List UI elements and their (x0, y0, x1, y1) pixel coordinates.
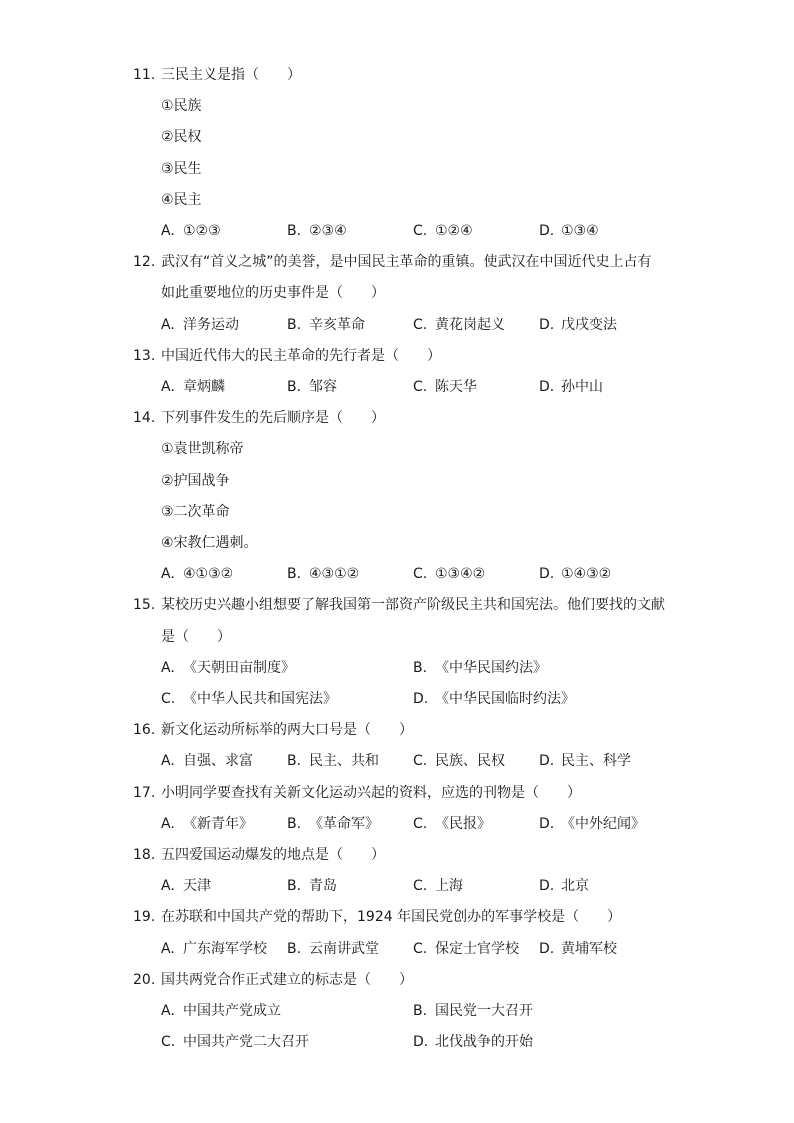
option-letter: D. (413, 691, 429, 707)
option-letter: C. (413, 940, 428, 957)
option-text: 北伐战争的开始 (435, 1034, 533, 1051)
question-stem-line (133, 247, 734, 278)
question-stem: 如此重要地位的历史事件是（ ） (161, 285, 385, 302)
option-letter: A. (161, 940, 175, 957)
question-item-text: ③二次革命 (161, 503, 230, 520)
option-text: 民主、共和 (309, 753, 379, 770)
question-stem-line (133, 590, 734, 621)
option-text: 中国共产党成立 (183, 1003, 281, 1019)
option-letter: C. (413, 753, 428, 770)
answer-option[interactable] (287, 746, 379, 777)
question-stem-line (133, 715, 734, 746)
question-stem-line (133, 278, 734, 309)
answer-options (161, 653, 734, 684)
option-letter: C. (413, 223, 428, 239)
answer-option[interactable] (287, 216, 347, 247)
answer-option[interactable] (161, 809, 253, 840)
question-number: 14. (133, 410, 156, 427)
answer-option[interactable] (161, 934, 267, 965)
option-letter: C. (413, 878, 428, 895)
question-item-text: ④民主 (161, 191, 202, 208)
answer-options-row (133, 559, 734, 590)
option-letter: B. (287, 566, 302, 583)
answer-options-row (133, 310, 734, 341)
option-letter: B. (287, 316, 302, 333)
answer-option[interactable] (161, 684, 337, 715)
answer-options-row (133, 653, 734, 684)
question-item-text: ②民权 (161, 129, 202, 146)
option-text: ①②④ (435, 223, 473, 239)
option-letter: D. (539, 566, 555, 583)
option-text: 洋务运动 (183, 316, 239, 333)
option-text: 《中外纪闻》 (561, 815, 645, 832)
answer-option[interactable] (161, 996, 281, 1027)
option-letter: D. (539, 316, 555, 333)
question-item-text: ①袁世凯称帝 (161, 441, 244, 458)
answer-options-row (133, 871, 734, 902)
answer-option[interactable] (287, 809, 379, 840)
option-text: 北京 (561, 878, 589, 895)
answer-option[interactable] (413, 746, 505, 777)
option-text: 戊戌变法 (561, 316, 617, 333)
question-stem: 小明同学要查找有关新文化运动兴起的资料，应选的刊物是（ ） (161, 784, 581, 801)
question-stem: 某校历史兴趣小组想要了解我国第一部资产阶级民主共和国宪法。他们要找的文献 (161, 597, 665, 614)
option-text: 广东海军学校 (183, 940, 267, 957)
answer-option[interactable] (539, 310, 617, 341)
answer-option[interactable] (413, 871, 463, 902)
option-text: ①③④ (561, 223, 599, 239)
answer-option[interactable] (539, 559, 611, 590)
answer-option[interactable] (413, 310, 505, 341)
answer-options (161, 871, 734, 902)
answer-option[interactable] (161, 871, 211, 902)
answer-options (161, 310, 734, 341)
option-text: 《新青年》 (183, 815, 253, 832)
question-number: 20. (133, 971, 156, 988)
option-letter: C. (161, 691, 176, 707)
option-letter: B. (287, 223, 302, 239)
question-item (133, 154, 734, 185)
option-text: 青岛 (309, 878, 337, 895)
answer-option[interactable] (161, 310, 239, 341)
option-letter: D. (539, 940, 555, 957)
question-item (133, 122, 734, 153)
question-item-text: ①民族 (161, 98, 202, 115)
question-stem: 下列事件发生的先后顺序是（ ） (161, 410, 385, 427)
option-text: ①④③② (561, 566, 612, 583)
question-item (133, 466, 734, 497)
answer-option[interactable] (287, 372, 337, 403)
question-stem: 是（ ） (161, 628, 231, 645)
answer-options (161, 216, 734, 247)
answer-option[interactable] (161, 653, 295, 684)
question-stem-line (133, 840, 734, 871)
question-item (133, 91, 734, 122)
answer-option[interactable] (413, 653, 547, 684)
option-text: 辛亥革命 (309, 316, 365, 333)
option-letter: C. (413, 566, 428, 583)
answer-option[interactable] (539, 746, 631, 777)
question-item (133, 434, 734, 465)
option-letter: B. (287, 878, 302, 895)
option-text: ②③④ (309, 223, 347, 239)
option-letter: D. (539, 379, 555, 395)
option-text: 上海 (435, 878, 463, 895)
answer-options (161, 746, 734, 777)
option-letter: D. (539, 223, 555, 239)
question-number: 12. (133, 254, 156, 271)
option-letter: B. (413, 1003, 428, 1019)
option-letter: D. (539, 753, 555, 770)
option-text: 陈天华 (435, 379, 477, 395)
option-text: ①③④② (435, 566, 486, 583)
answer-option[interactable] (413, 684, 575, 715)
question-number: 11. (133, 67, 156, 83)
answer-option[interactable] (539, 809, 645, 840)
option-letter: D. (539, 878, 555, 895)
question-stem: 五四爱国运动爆发的地点是（ ） (161, 847, 385, 863)
option-letter: B. (413, 659, 428, 676)
answer-option[interactable] (161, 559, 233, 590)
question-stem: 在苏联和中国共产党的帮助下，1924 年国民党创办的军事学校是（ ） (161, 909, 622, 926)
question-stem: 国共两党合作正式建立的标志是（ ） (161, 971, 413, 988)
answer-option[interactable] (161, 1027, 309, 1058)
option-letter: D. (413, 1034, 429, 1051)
question-number: 17. (133, 784, 156, 801)
answer-options-row (133, 372, 734, 403)
option-letter: A. (161, 316, 175, 333)
answer-option[interactable] (413, 809, 491, 840)
question-stem: 三民主义是指（ ） (161, 67, 301, 83)
option-text: 《中华人民共和国宪法》 (183, 691, 337, 707)
option-text: 《中华民国约法》 (435, 659, 547, 676)
answer-options-row (133, 684, 734, 715)
option-text: 国民党一大召开 (435, 1003, 533, 1019)
option-text: 民族、民权 (435, 753, 505, 770)
option-letter: D. (539, 815, 555, 832)
answer-options-row (133, 216, 734, 247)
answer-options-row (133, 809, 734, 840)
question-number: 18. (133, 847, 156, 863)
option-text: 《革命军》 (309, 815, 379, 832)
option-letter: B. (287, 379, 302, 395)
question-stem-line (133, 341, 734, 372)
answer-option[interactable] (161, 372, 225, 403)
question-number: 13. (133, 347, 156, 364)
answer-option[interactable] (287, 310, 365, 341)
option-text: 邹容 (309, 379, 337, 395)
answer-options (161, 934, 734, 965)
answer-option[interactable] (413, 996, 533, 1027)
question-stem-line (133, 778, 734, 809)
answer-option[interactable] (539, 372, 603, 403)
answer-options (161, 809, 734, 840)
answer-option[interactable] (413, 372, 477, 403)
option-letter: A. (161, 1003, 175, 1019)
question-stem-line (133, 622, 734, 653)
answer-options-row (133, 1027, 734, 1058)
option-text: ④③①② (309, 566, 360, 583)
answer-option[interactable] (287, 559, 359, 590)
option-letter: A. (161, 753, 175, 770)
answer-options (161, 372, 734, 403)
answer-options (161, 996, 734, 1027)
option-text: 《民报》 (435, 815, 491, 832)
question-number: 19. (133, 909, 156, 926)
question-item-text: ③民生 (161, 160, 202, 177)
option-text: 孙中山 (561, 379, 603, 395)
option-text: 保定士官学校 (435, 940, 519, 957)
question-item-text: ④宋教仁遇刺。 (161, 535, 258, 551)
option-text: 中国共产党二大召开 (183, 1034, 309, 1051)
question-item (133, 528, 734, 559)
answer-option[interactable] (413, 559, 485, 590)
question-stem: 中国近代伟大的民主革命的先行者是（ ） (161, 347, 441, 364)
answer-option[interactable] (539, 934, 617, 965)
option-text: 黄埔军校 (561, 940, 617, 957)
option-text: ①②③ (183, 223, 221, 239)
option-letter: C. (413, 815, 428, 832)
question-item (133, 497, 734, 528)
option-letter: A. (161, 815, 175, 832)
option-letter: B. (287, 753, 302, 770)
question-stem-line (133, 902, 734, 933)
answer-options (161, 684, 734, 715)
answer-option[interactable] (161, 746, 253, 777)
answer-option[interactable] (413, 1027, 533, 1058)
option-text: 章炳麟 (183, 379, 225, 395)
answer-options (161, 1027, 734, 1058)
option-letter: C. (413, 379, 428, 395)
option-text: 民主、科学 (561, 753, 631, 770)
answer-options-row (133, 934, 734, 965)
answer-options-row (133, 746, 734, 777)
answer-option[interactable] (413, 216, 473, 247)
option-text: 《中华民国临时约法》 (435, 691, 575, 707)
question-stem-line (133, 403, 734, 434)
answer-options (161, 559, 734, 590)
question-number: 15. (133, 597, 156, 614)
option-letter: C. (161, 1034, 176, 1051)
option-text: 天津 (183, 878, 211, 895)
option-letter: A. (161, 878, 175, 895)
answer-option[interactable] (539, 871, 589, 902)
answer-option[interactable] (161, 216, 221, 247)
answer-option[interactable] (287, 871, 337, 902)
answer-option[interactable] (539, 216, 599, 247)
question-number: 16. (133, 722, 156, 739)
answer-option[interactable] (287, 934, 379, 965)
option-text: 《天朝田亩制度》 (183, 659, 295, 676)
question-stem: 新文化运动所标举的两大口号是（ ） (161, 722, 413, 739)
option-letter: A. (161, 566, 175, 583)
question-stem-line (133, 60, 734, 91)
option-letter: B. (287, 815, 302, 832)
question-stem: 武汉有“首义之城”的美誉，是中国民主革命的重镇。使武汉在中国近代史上占有 (161, 254, 652, 271)
answer-option[interactable] (413, 934, 519, 965)
option-letter: C. (413, 316, 428, 333)
option-letter: A. (161, 379, 175, 395)
answer-options-row (133, 996, 734, 1027)
question-item (133, 185, 734, 216)
option-letter: B. (287, 940, 302, 957)
option-text: ④①③② (183, 566, 234, 583)
question-stem-line (133, 965, 734, 996)
question-item-text: ②护国战争 (161, 472, 230, 489)
option-text: 黄花岗起义 (435, 316, 505, 333)
option-letter: A. (161, 659, 175, 676)
option-text: 自强、求富 (183, 753, 253, 770)
option-letter: A. (161, 223, 175, 239)
option-text: 云南讲武堂 (309, 940, 379, 957)
